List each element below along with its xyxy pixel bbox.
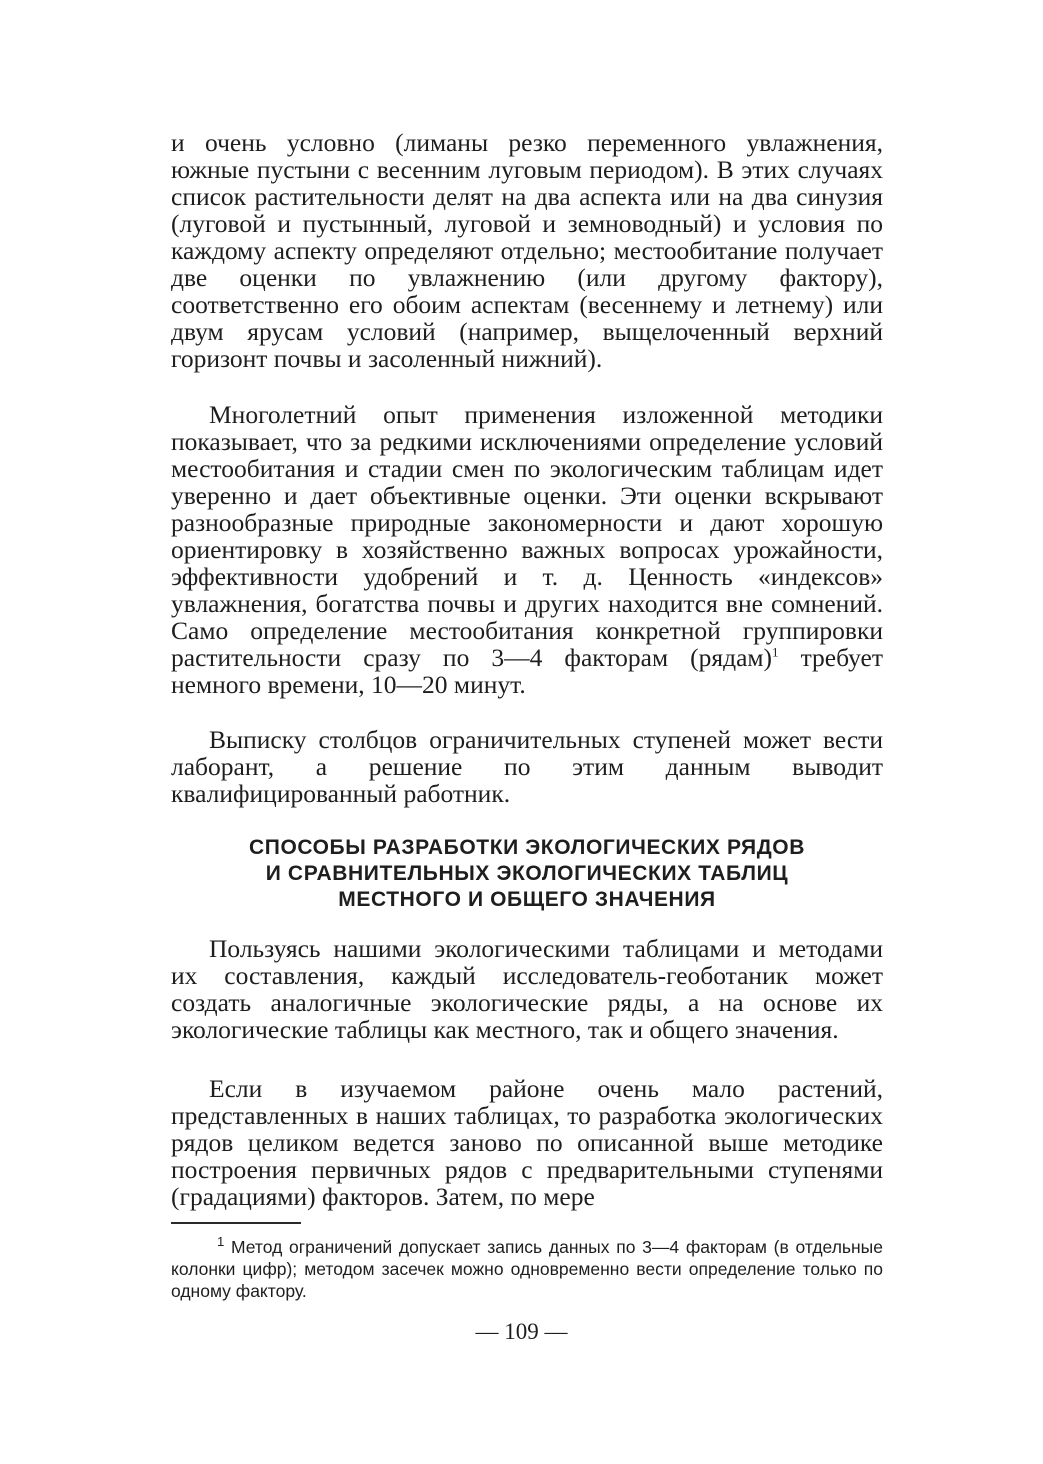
text-block-tables-usage [171,935,883,1043]
paragraph-continuation: и очень условно (лиманы резко переменного увлажнения, южные пустыни с весенним луговым периодом). В этих случаях список растительности делят на два аспекта или на два синузия (луговой и пустынный, луговой и земноводный) и условия по каждому аспекту определяют отдельно; местообитание получает две оценки по увлажнению (или другому фактору), соответственно его обоим аспектам (весеннему и летнему) или двум ярусам условий (например, выщелоченный верхний горизонт почвы и засоленный нижний). [171,128,883,373]
heading-line-1: СПОСОБЫ РАЗРАБОТКИ ЭКОЛОГИЧЕСКИХ РЯДОВ [248,836,806,859]
paragraph-new-series: Если в изучаемом районе очень мало растений, представленных в наших таблицах, то разработка экологических рядов целиком ведется заново по описанной выше методике построения первичных рядов с предварительными ступенями (градациями) факторов. Затем, по мере [171,1074,883,1211]
paragraph-text: Многолетний опыт применения изложенной методики показывает, что за редкими исключениями определение условий местообитания и стадии смен по экологическим таблицам идет уверенно и дает объективные оценки. Эти оценки вскрывают разнообразные природные закономерности и дают хорошую ориентировку в хозяйственно важных вопросах урожайности, эффективности удобрений и т. д. Ценность «индексов» увлажнения, богатства почвы и других находится вне сомнений. Само определение местообитания конкретной группировки растительности сразу по 3—4 факторам (рядам) [171,400,883,672]
footnote-reference: 1 [772,644,779,660]
paragraph-method-experience [171,401,883,698]
section-heading [171,835,883,913]
page-number: — 109 — [475,1319,568,1344]
footnote-text: Метод ограничений допускает запись данных по 3—4 факторам (в отдельные колонки цифр); методом засечек можно одновременно вести определение только по одному фактору. [171,1237,883,1301]
text-block-method-experience [171,401,883,698]
footnote-paragraph [171,1236,883,1302]
text-block-new-series [171,1075,883,1210]
heading-line-3: МЕСТНОГО И ОБЩЕГО ЗНАЧЕНИЯ [338,888,716,911]
paragraph-text-end: требует немного времени, 10—20 минут. [171,643,883,699]
text-block-top [171,129,883,372]
paragraph-tables-usage: Пользуясь нашими экологическими таблицами и методами их составления, каждый исследователь-геоботаник может создать аналогичные экологические ряды, а на основе их экологические таблицы как местного, так и общего значения. [171,934,883,1044]
footnote [171,1236,883,1302]
heading-line-2: И СРАВНИТЕЛЬНЫХ ЭКОЛОГИЧЕСКИХ ТАБЛИЦ [265,862,789,885]
paragraph-lab-assistant: Выписку столбцов ограничительных ступеней может вести лаборант, а решение по этим данным выводит квалифицированный работник. [171,725,883,808]
footnote-mark: 1 [217,1234,225,1250]
footnote-divider [171,1222,301,1224]
text-block-lab-assistant [171,726,883,807]
